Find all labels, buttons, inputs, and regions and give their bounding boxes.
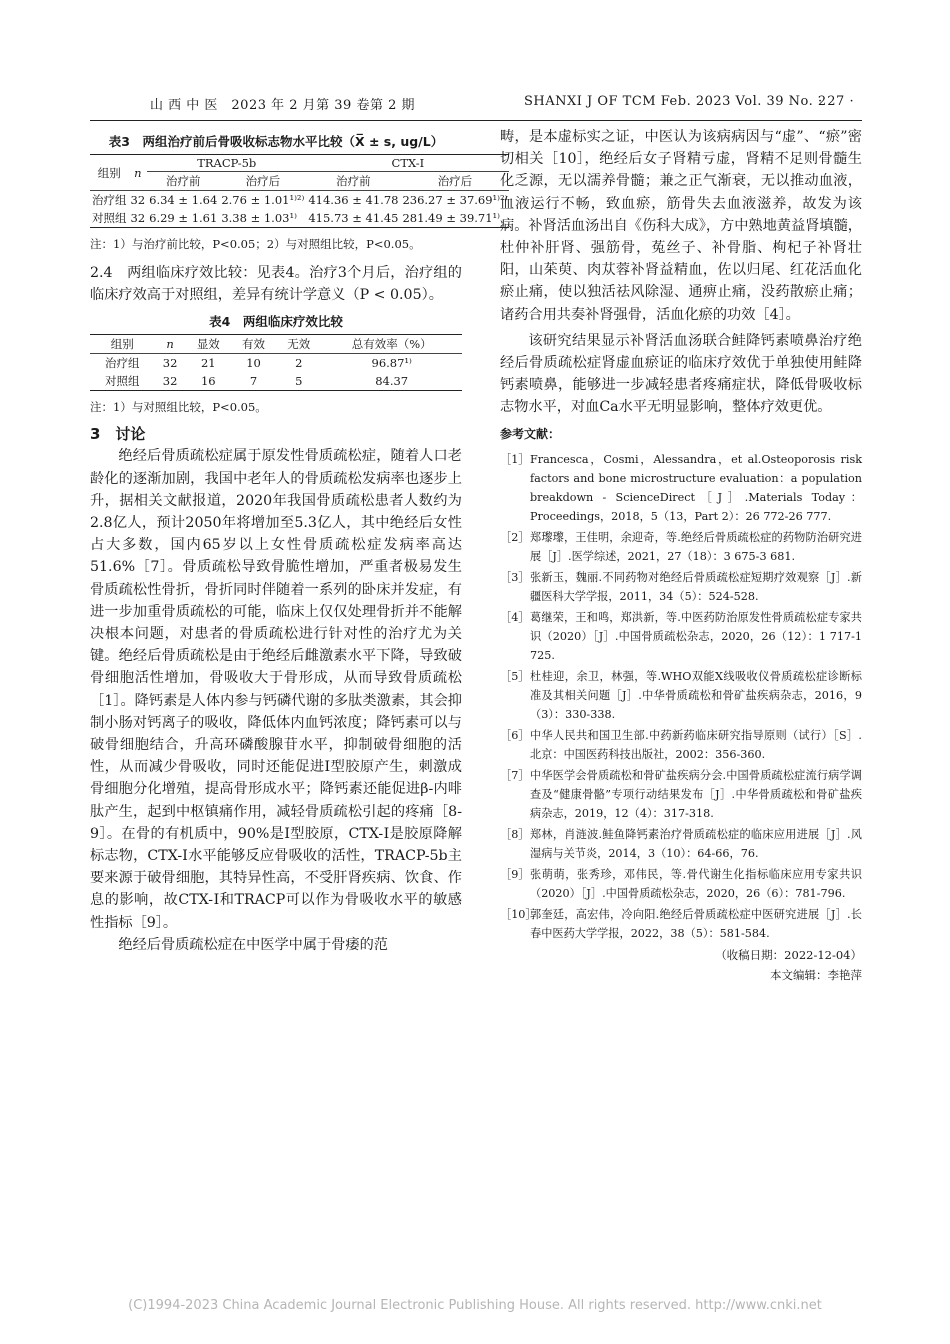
table-cell: 236.27 ± 37.69¹⁾²⁾ — [402, 193, 508, 207]
table4-header: 显效 — [196, 337, 220, 352]
table4-header: 组别 — [110, 337, 134, 352]
table-cell: 414.36 ± 41.78 — [308, 193, 399, 207]
table3-col-ctx: CTX-Ⅰ — [306, 155, 509, 172]
table3-sub-after: 治疗后 — [245, 174, 281, 188]
table3-sub-before: 治疗前 — [336, 174, 371, 188]
table-row — [90, 372, 462, 391]
reference-item — [500, 825, 862, 863]
table-cell: 6.34 ± 1.64 — [149, 193, 218, 207]
reference-item — [500, 766, 862, 823]
table3-sub-after: 治疗后 — [437, 174, 473, 188]
table-cell: 5 — [295, 374, 303, 389]
reference-number: ［3］ — [500, 570, 530, 584]
editor-credit: 本文编辑：李艳萍 — [770, 967, 862, 982]
table3-col-n: n — [134, 165, 142, 180]
discussion-paragraph-2-start: 绝经后骨质疏松症在中医学中属于骨痿的范 — [118, 936, 388, 953]
table4 — [90, 334, 462, 391]
table-cell: 84.37 — [375, 374, 409, 389]
table3-col-group: 组别 — [97, 165, 121, 180]
table-cell: 32 — [130, 211, 146, 225]
reference-item — [500, 528, 862, 566]
reference-text: Francesca，Cosmi，Alessandra，et al.Osteoporosis risk factors and bone microstructure evaluation：a population breakdown - ScienceDirect［J］.Materials Today：Proceedings，2018，5（13，Part 2）：26 772-26 777. — [530, 452, 862, 523]
reference-text: 杜桂迎，余卫，林强，等.WHO双能X线吸收仪骨质疏松症诊断标准及其相关问题［J］.中华骨质疏松和骨矿盐疾病杂志，2016，9（3）：330-338. — [530, 669, 862, 721]
reference-text: 张萌萌，张秀珍，邓伟民，等.骨代谢生化指标临床应用专家共识（2020）［J］.中国骨质疏松杂志，2020，26（6）：781-796. — [530, 867, 862, 900]
table4-header: 有效 — [242, 337, 266, 352]
reference-item — [500, 568, 862, 606]
discussion-paragraph-2-cont: 畴，是本虚标实之证，中医认为该病病因与“虚”、“瘀”密切相关［10］，绝经后女子肾精亏虚，肾精不足则骨髓生化乏源，无以濡养骨髓；兼之正气渐衰，无以推动血液，血液运行不畅，致血瘀，筋骨失去血液滋养，故发为该病。补肾活血汤出自《伤科大成》，方中熟地黄益肾填髓，杜仲补肝肾、强筋骨，菟丝子、补骨脂、枸杞子补肾壮阳，山茱萸、肉苁蓉补肾益精血，佐以归尾、红花活血化瘀止痛，使以独活祛风除湿、通痹止痛，没药散瘀止痛；诸药合用共奏补肾强骨，活血化瘀的功效［4］。 — [500, 129, 862, 323]
table4-header: n — [166, 337, 174, 352]
table-cell: 2.76 ± 1.01¹⁾²⁾ — [221, 193, 305, 207]
journal-header-left: 山 西 中 医 2023 年 2 月第 39 卷第 2 期 — [150, 98, 415, 113]
reference-text: 郑林，肖涟波.鲑鱼降钙素治疗骨质疏松症的临床应用进展［J］.风湿病与关节炎，2014，3（10）：64-66，76. — [530, 827, 862, 860]
table3-caption: 表3 两组治疗前后骨吸收标志物水平比较（X̅ ± s, ug/L） — [108, 134, 444, 149]
reference-number: ［5］ — [500, 669, 530, 683]
journal-header-right: SHANXI J OF TCM Feb. 2023 Vol. 39 No. 2 — [524, 94, 827, 109]
table-cell: 对照组 — [92, 211, 127, 225]
reference-number: ［2］ — [500, 530, 530, 544]
table4-caption: 表4 两组临床疗效比较 — [209, 314, 343, 330]
table-row — [90, 354, 462, 373]
table-cell: 32 — [162, 374, 178, 389]
reference-number: ［6］ — [500, 728, 530, 742]
reference-item — [500, 608, 862, 665]
section-3-title: 3 讨论 — [90, 425, 146, 444]
reference-text: 葛继荣，王和鸣，郑洪新，等.中医药防治原发性骨质疏松症专家共识（2020）［J］.中国骨质疏松杂志，2020，26（12）：1 717-1 725. — [530, 610, 862, 662]
section-2-4: 2.4 两组临床疗效比较：见表4。治疗3个月后，治疗组的临床疗效高于对照组，差异有统计学意义（P < 0.05）。 — [90, 265, 462, 304]
reference-text: 中华医学会骨质疏松和骨矿盐疾病分会.中国骨质疏松症流行病学调查及“健康骨骼”专项行动结果发布［J］.中华骨质疏松和骨矿盐疾病杂志，2019，12（4）：317-318. — [530, 768, 862, 820]
reference-item — [500, 450, 862, 526]
table-cell: 10 — [246, 356, 261, 371]
table3 — [90, 154, 509, 228]
reference-item — [500, 726, 862, 764]
reference-number: ［9］ — [500, 867, 530, 881]
reference-text: 郑瓈瓈，王佳明，余迎奇，等.绝经后骨质疏松症的药物防治研究进展［J］.医学综述，2021，27（18）：3 675-3 681. — [530, 530, 862, 563]
copyright-footer: (C)1994-2023 China Academic Journal Electronic Publishing House. All rights reserved. http://www.cnki.net — [128, 1298, 822, 1313]
table-cell: 3.38 ± 1.03¹⁾ — [221, 211, 297, 225]
discussion-paragraph-1: 绝经后骨质疏松症属于原发性骨质疏松症，随着人口老龄化的逐渐加剧，我国中老年人的骨质疏松发病率也逐步上升，据相关文献报道，2020年我国骨质疏松患者人数约为2.8亿人，预计2050年将增加至5.3亿人，其中绝经后女性占大多数，国内65岁以上女性骨质疏松症发病率高达51.6%［7］。骨质疏松导致骨脆性增加，严重者极易发生骨质疏松性骨折，骨折同时伴随着一系列的卧床并发症，有进一步加重骨质疏松的可能，临床上仅仅处理骨折并不能解决根本问题，对患者的骨质疏松进行针对性的治疗尤为关键。绝经后骨质疏松是由于绝经后雌激素水平下降，导致破骨细胞活性增加，骨吸收大于骨形成，从而导致骨质疏松［1］。降钙素是人体内参与钙磷代谢的多肽类激素，其会抑制小肠对钙离子的吸收，降低体内血钙浓度；降钙素可以与破骨细胞结合，升高环磷酸腺苷水平，抑制破骨细胞的活性，从而减少骨吸收，同时还能促进Ⅰ型胶原产生，刺激成骨细胞分化增殖，提高骨形成水平；降钙素还能促进β-内啡肽产生，起到中枢镇痛作用，减轻骨质疏松引起的疼痛［8-9］。在骨的有机质中，90%是Ⅰ型胶原，CTX-Ⅰ是胶原降解标志物，CTX-Ⅰ水平能够反应骨吸收的活性，TRACP-5b主要来源于破骨细胞，其特异性高，不受肝肾疾病、饮食、作息的影响，故CTX-Ⅰ和TRACP可以作为骨吸收水平的敏感性指标［9］。 — [90, 448, 462, 931]
table4-note: 注：1）与对照组比较，P<0.05。 — [90, 400, 267, 415]
table-cell: 6.29 ± 1.61 — [149, 211, 218, 225]
table-cell: 16 — [200, 374, 216, 389]
table-cell: 对照组 — [104, 374, 140, 389]
table3-col-tracp: TRACP-5b — [147, 155, 306, 172]
reference-number: ［8］ — [500, 827, 530, 841]
table3-note: 注：1）与治疗前比较，P<0.05；2）与对照组比较，P<0.05。 — [90, 237, 421, 251]
table-cell: 32 — [130, 193, 146, 207]
reference-number: ［10］ — [500, 907, 537, 921]
header-rule — [90, 120, 862, 121]
reference-number: ［7］ — [500, 768, 530, 782]
table-cell: 32 — [162, 356, 178, 371]
reference-item — [500, 667, 862, 724]
table-row — [90, 209, 509, 228]
table-cell: 415.73 ± 41.45 — [308, 211, 399, 225]
table-cell: 96.87¹⁾ — [371, 356, 412, 371]
table-row — [90, 191, 509, 210]
left-column — [90, 132, 508, 956]
received-date: （收稿日期：2022-12-04） — [715, 947, 862, 962]
table-cell: 治疗组 — [104, 356, 140, 371]
reference-text: 郭奎廷，高宏伟，冷向阳.绝经后骨质疏松症中医研究进展［J］.长春中医药大学学报，2022，38（5）：581-584. — [530, 907, 862, 940]
reference-item — [500, 905, 862, 943]
table3-sub-before: 治疗前 — [165, 174, 201, 188]
discussion-paragraph-3: 该研究结果显示补肾活血汤联合鲑降钙素喷鼻治疗绝经后骨质疏松症肾虚血瘀证的临床疗效优于单独使用鲑降钙素喷鼻，能够进一步减轻患者疼痛症状，降低骨吸收标志物水平，对血Ca水平无明显影响，整体疗效更优。 — [500, 332, 862, 416]
table-cell: 2 — [295, 356, 303, 371]
table4-header: 总有效率（%） — [351, 337, 432, 352]
page-number: · 27 · — [818, 94, 855, 109]
table4-header: 无效 — [287, 337, 311, 352]
table-cell: 治疗组 — [92, 193, 127, 207]
reference-number: ［1］ — [500, 452, 530, 466]
reference-list — [500, 450, 862, 943]
reference-number: ［4］ — [500, 610, 530, 624]
right-column — [500, 126, 862, 983]
references-title: 参考文献： — [500, 426, 561, 441]
table-cell: 281.49 ± 39.71¹⁾ — [402, 211, 500, 225]
reference-item — [500, 865, 862, 903]
reference-text: 张新玉，魏丽.不同药物对绝经后骨质疏松症短期疗效观察［J］.新疆医科大学学报，2011，34（5）：524-528. — [530, 570, 862, 603]
table-cell: 21 — [200, 356, 216, 371]
reference-text: 中华人民共和国卫生部.中药新药临床研究指导原则（试行）［S］.北京：中国医药科技出版社，2002：356-360. — [530, 728, 862, 761]
table-cell: 7 — [249, 374, 258, 389]
